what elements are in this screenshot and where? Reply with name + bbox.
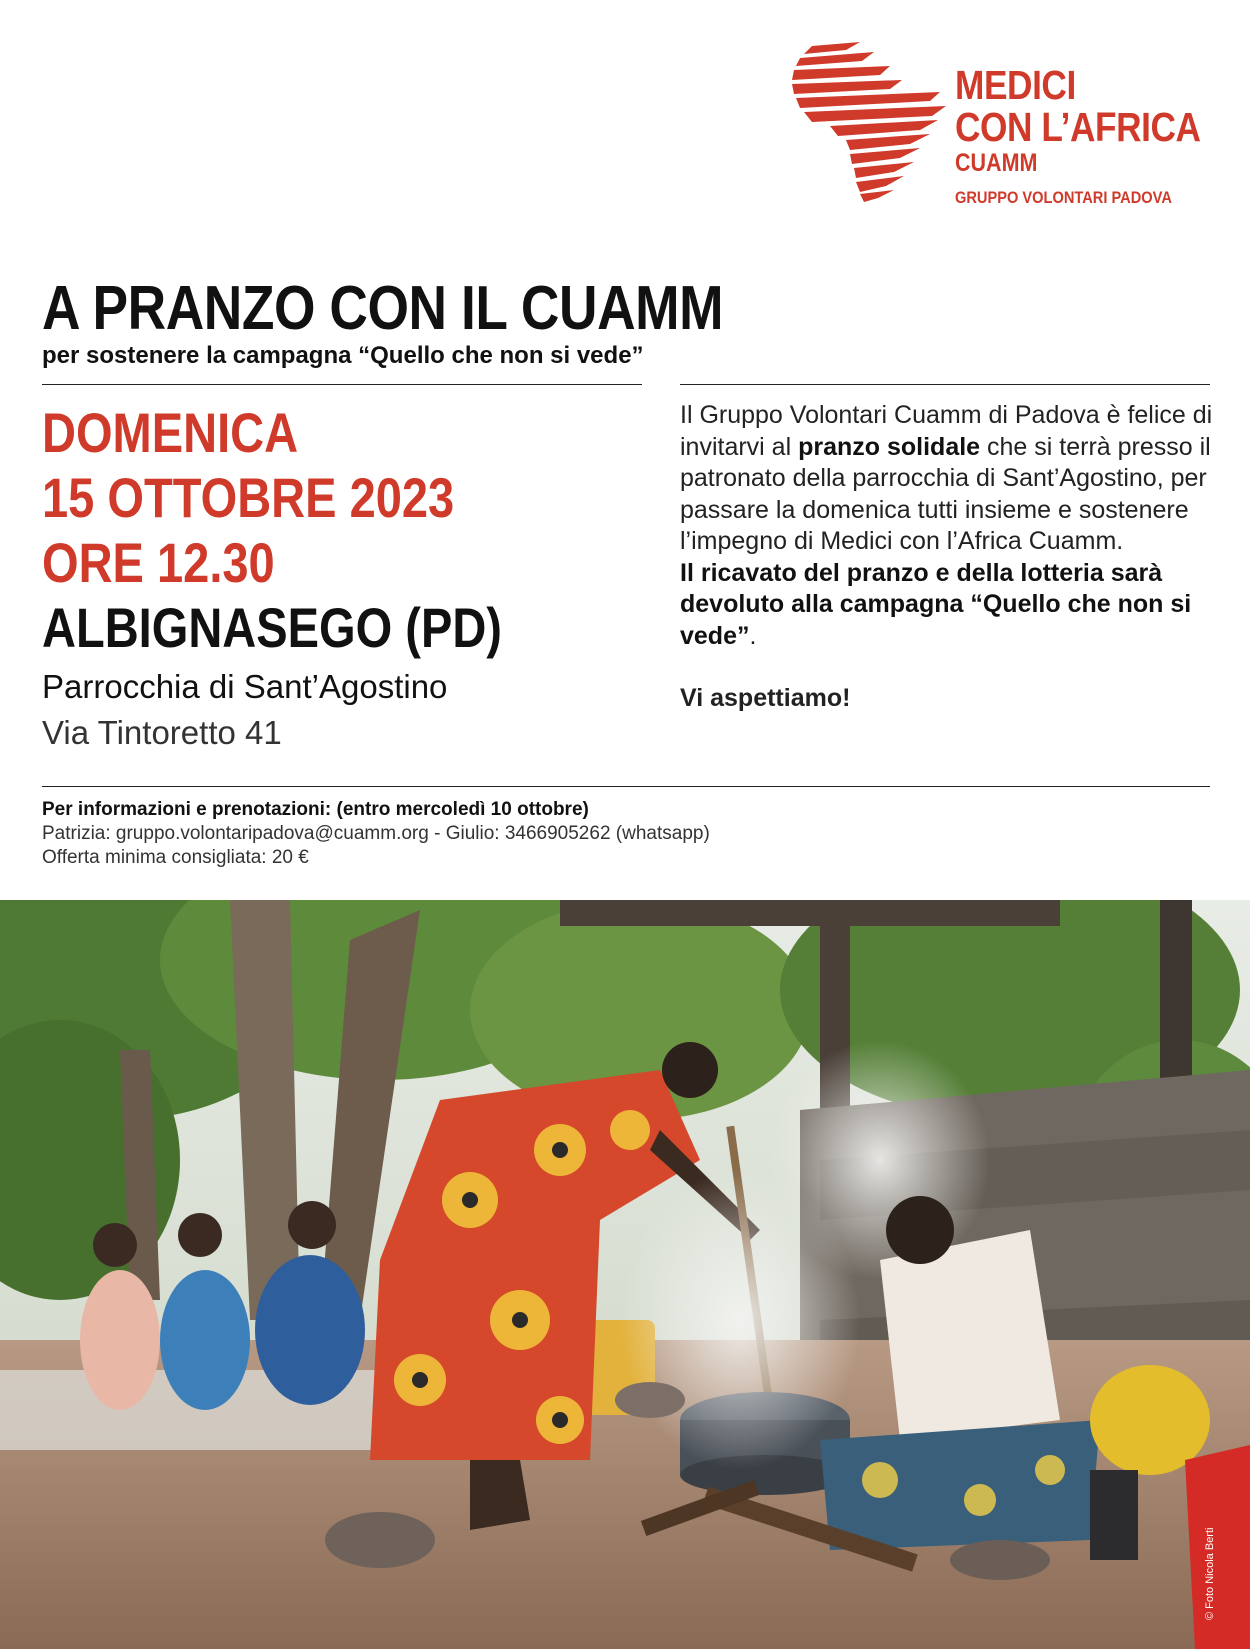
desc-bold-pranzo: pranzo solidale [798, 432, 981, 461]
event-date: 15 OTTOBRE 2023 [42, 466, 455, 529]
cuamm-logo [790, 40, 1220, 220]
desc-text-1: Il Gruppo Volontari Cuamm di Padova è felice di invitarvi al [680, 401, 1213, 461]
info-heading: Per informazioni e prenotazioni: (entro mercoledì 10 ottobre) [42, 799, 589, 820]
info-offer: Offerta minima consigliata: 20 € [42, 847, 309, 868]
info-contacts: Patrizia: gruppo.volontaripadova@cuamm.org - Giulio: 3466905262 (whatsapp) [42, 823, 710, 844]
page-subtitle: per sostenere la campagna “Quello che non si vede” [42, 342, 644, 369]
logo-line-con-lafrica: CON L’AFRICA [955, 104, 1201, 150]
event-details [42, 400, 590, 756]
desc-bold-ricavato: Il ricavato del pranzo e della lotteria sarà devoluto alla campagna “Quello che non si vede” [680, 558, 1192, 650]
divider-info [42, 786, 1210, 787]
event-description [680, 400, 1220, 715]
logo-line-medici: MEDICI [955, 62, 1076, 108]
page-title: A PRANZO CON IL CUAMM [42, 274, 724, 343]
info-block [42, 798, 710, 870]
logo-line-cuamm: CUAMM [955, 149, 1038, 177]
event-time: ORE 12.30 [42, 531, 275, 594]
logo-line-gruppo: GRUPPO VOLONTARI PADOVA [955, 188, 1172, 207]
desc-closing: Vi aspettiamo! [680, 684, 851, 712]
event-venue: Parrocchia di Sant’Agostino [42, 668, 448, 705]
divider-left [42, 384, 642, 385]
event-city: ALBIGNASEGO (PD) [42, 596, 502, 659]
event-address: Via Tintoretto 41 [42, 714, 282, 751]
desc-text-3: . [749, 621, 757, 650]
photo-credit: © Foto Nicola Berti [1204, 1527, 1216, 1620]
divider-right [680, 384, 1210, 385]
africa-stripes-icon [790, 40, 950, 205]
cooking-scene-photo [0, 900, 1250, 1649]
event-day: DOMENICA [42, 401, 299, 464]
desc-text-2: che si terrà presso il patronato della parrocchia di Sant’Agostino, per passare la domenica tutti insieme e sostenere l’impegno di Medici con l’Africa Cuamm. [680, 432, 1211, 555]
